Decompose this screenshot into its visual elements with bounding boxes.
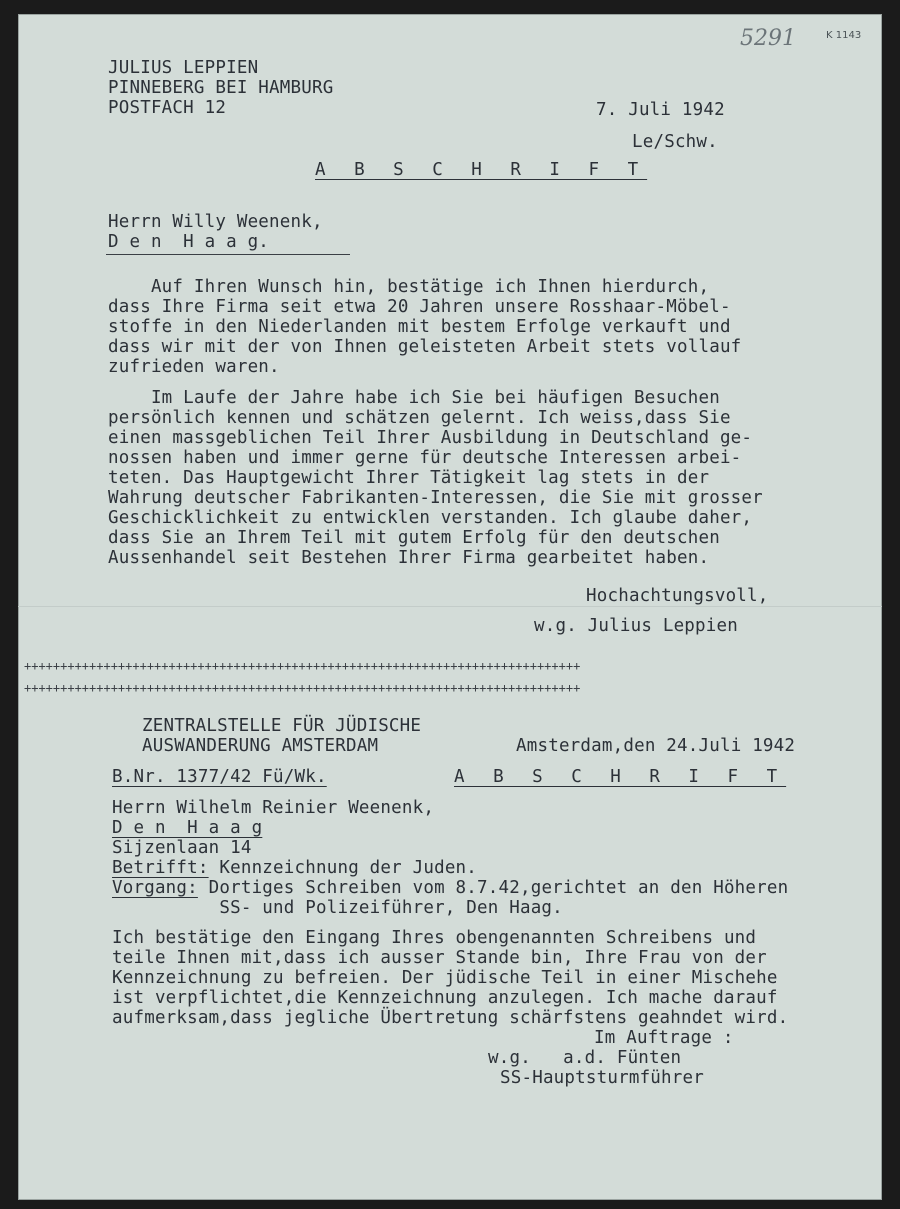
letter1-para2-line: Geschicklichkeit zu entwicklen verstanden. Ich glaube daher, <box>108 508 753 528</box>
letter2-recipient-name: Herrn Wilhelm Reinier Weenenk, <box>112 798 435 818</box>
letter2-sender-line: AUSWANDERUNG AMSTERDAM <box>142 736 379 756</box>
letter1-recipient-city: D e n H a a g. <box>108 232 270 252</box>
archive-stamp: K 1143 <box>826 30 862 41</box>
matter-text: Dortiges Schreiben vom 8.7.42,gerichtet an den Höheren <box>197 878 789 898</box>
letter2-rank: SS-Hauptsturmführer <box>500 1068 704 1088</box>
letter1-para1-line: stoffe in den Niederlanden mit bestem Erfolge verkauft und <box>108 317 731 337</box>
archive-handwritten-number: 5291 <box>740 26 796 51</box>
letter1-para2-line: einen massgeblichen Teil Ihrer Ausbildung in Deutschland ge- <box>108 428 753 448</box>
subject-text: Kennzeichnung der Juden. <box>208 858 478 878</box>
letter2-heading: A B S C H R I F T <box>454 767 787 787</box>
letter1-sender-name: JULIUS LEPPIEN <box>108 58 259 78</box>
document-page <box>18 14 882 1200</box>
letter2-body-line: ist verpflichtet,die Kennzeichnung anzulegen. Ich mache darauf <box>112 988 778 1008</box>
letter2-closing: Im Auftrage : <box>594 1028 734 1048</box>
separator-row: +++++++++++++++++++++++++++++++++++++++++++++++++++++++++++++++++++++++++++++ <box>24 659 581 673</box>
letter2-matter <box>112 878 788 898</box>
letter1-sender-city: PINNEBERG BEI HAMBURG <box>108 78 334 98</box>
letter2-sender-line: ZENTRALSTELLE FÜR JÜDISCHE <box>142 716 422 736</box>
paper-fold-line <box>18 606 882 607</box>
subject-label: Betrifft: <box>112 858 209 878</box>
letter1-para1-line: zufrieden waren. <box>108 357 280 377</box>
letter1-closing: Hochachtungsvoll, <box>586 586 769 606</box>
letter1-reference: Le/Schw. <box>632 132 718 152</box>
letter2-recipient-street: Sijzenlaan 14 <box>112 838 252 858</box>
letter1-para2-line: persönlich kennen und schätzen gelernt. Ich weiss,dass Sie <box>108 408 731 428</box>
letter2-matter-cont: SS- und Polizeiführer, Den Haag. <box>112 898 563 918</box>
matter-label: Vorgang: <box>112 878 198 898</box>
letter2-body-line: Kennzeichnung zu befreien. Der jüdische Teil in einer Mischehe <box>112 968 778 988</box>
letter1-para2-line: nossen haben und immer gerne für deutsche Interessen arbei- <box>108 448 742 468</box>
letter1-para1-line: Auf Ihren Wunsch hin, bestätige ich Ihnen hierdurch, <box>108 277 710 297</box>
letter2-body-line: Ich bestätige den Eingang Ihres obengenannten Schreibens und <box>112 928 757 948</box>
letter1-heading: A B S C H R I F T <box>315 160 648 180</box>
letter1-para2-line: teten. Das Hauptgewicht Ihrer Tätigkeit lag stets in der <box>108 468 710 488</box>
letter1-para1-line: dass Ihre Firma seit etwa 20 Jahren unsere Rosshaar-Möbel- <box>108 297 731 317</box>
letter2-subject <box>112 858 477 878</box>
letter2-recipient-city: D e n H a a g <box>112 818 263 838</box>
letter1-sender-postbox: POSTFACH 12 <box>108 98 227 118</box>
letter1-date: 7. Juli 1942 <box>596 100 725 120</box>
letter2-date: Amsterdam,den 24.Juli 1942 <box>516 736 796 756</box>
letter1-para2-line: Im Laufe der Jahre habe ich Sie bei häufigen Besuchen <box>108 388 720 408</box>
recipient-underline <box>106 254 350 255</box>
letter1-para1-line: dass wir mit der von Ihnen geleisteten Arbeit stets vollauf <box>108 337 742 357</box>
letter1-recipient-name: Herrn Willy Weenenk, <box>108 212 323 232</box>
letter1-para2-line: dass Sie an Ihrem Teil mit gutem Erfolg für den deutschen <box>108 528 720 548</box>
letter2-signature: w.g. a.d. Fünten <box>488 1048 682 1068</box>
separator-row: +++++++++++++++++++++++++++++++++++++++++++++++++++++++++++++++++++++++++++++ <box>24 681 581 695</box>
letter2-body-line: aufmerksam,dass jegliche Übertretung schärfstens geahndet wird. <box>112 1008 789 1028</box>
letter2-body-line: teile Ihnen mit,dass ich ausser Stande bin, Ihre Frau von der <box>112 948 767 968</box>
letter1-signature: w.g. Julius Leppien <box>534 616 738 636</box>
letter1-para2-line: Wahrung deutscher Fabrikanten-Interessen, die Sie mit grosser <box>108 488 763 508</box>
letter2-ref-number: B.Nr. 1377/42 Fü/Wk. <box>112 767 327 787</box>
letter1-para2-line: Aussenhandel seit Bestehen Ihrer Firma gearbeitet haben. <box>108 548 710 568</box>
